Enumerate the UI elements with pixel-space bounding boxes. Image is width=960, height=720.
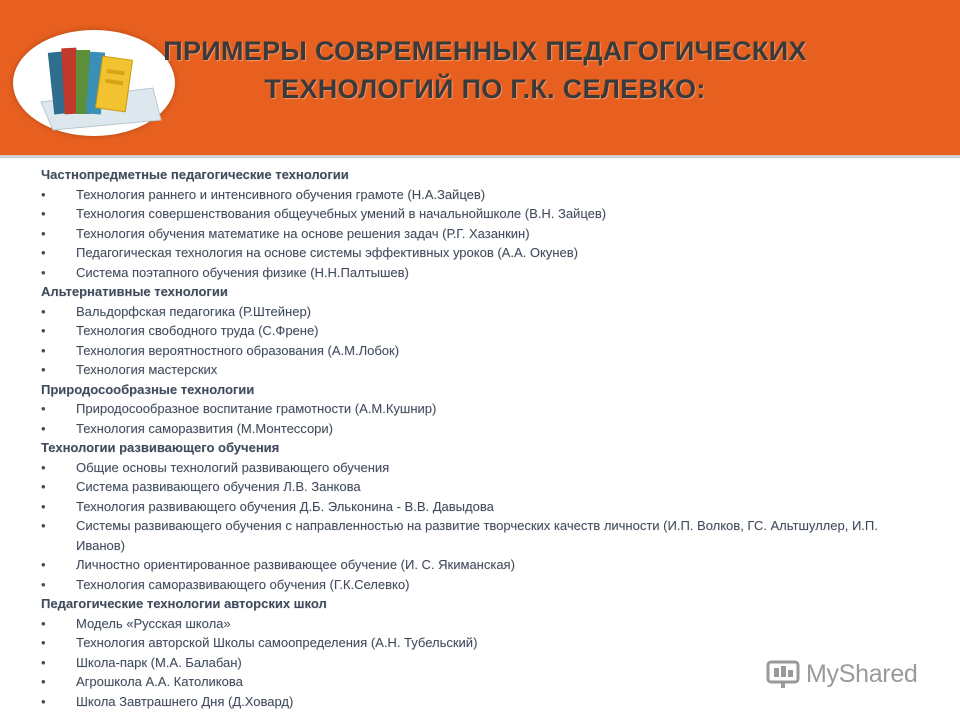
list-item-text: Модель «Русская школа» — [76, 615, 231, 631]
list-item — [41, 555, 921, 575]
section-title: Частнопредметные педагогические технологии — [41, 167, 349, 182]
list-item-text: Технология развивающего обучения Д.Б. Эльконина - В.В. Давыдова — [76, 498, 494, 514]
bullet-icon: • — [41, 362, 46, 377]
list-item — [41, 185, 921, 205]
list-item — [41, 399, 921, 419]
myshared-watermark — [766, 657, 936, 691]
list-item — [41, 419, 921, 439]
list-item-text: Технология саморазвития (М.Монтессори) — [76, 420, 333, 436]
list-item-text: Система поэтапного обучения физике (Н.Н.Палтышев) — [76, 264, 409, 280]
section-title: Альтернативные технологии — [41, 284, 228, 299]
section-title: Природосообразные технологии — [41, 381, 255, 397]
slide-title: ПРИМЕРЫ СОВРЕМЕННЫХ ПЕДАГОГИЧЕСКИХ ТЕХНОЛОГИЙ ПО Г.К. СЕЛЕВКО: — [163, 36, 807, 104]
bullet-icon: • — [41, 674, 46, 689]
bullet-icon: • — [41, 654, 46, 670]
list-item-text: Система развивающего обучения Л.В. Занкова — [76, 479, 361, 494]
list-item-text: Личностно ориентированное развивающее обучение (И. С. Якиманская) — [76, 557, 515, 572]
list-item — [41, 692, 921, 712]
list-item — [41, 633, 921, 653]
list-item — [41, 614, 921, 634]
list-item-text: Общие основы технологий развивающего обучения — [76, 459, 390, 475]
bullet-icon: • — [41, 245, 46, 260]
books-logo — [13, 30, 175, 136]
list-item-text: Технология раннего и интенсивного обучения грамоте (Н.А.Зайцев) — [76, 186, 486, 202]
list-item — [41, 477, 921, 497]
bullet-icon: • — [41, 186, 46, 202]
bullet-icon: • — [41, 693, 46, 709]
bullet-icon: • — [41, 264, 46, 280]
bullet-icon: • — [41, 498, 46, 514]
technologies-list — [41, 165, 921, 711]
list-item — [41, 321, 921, 341]
list-item-text: Агрошкола А.А. Католикова — [76, 674, 243, 689]
presentation-icon — [766, 659, 800, 689]
list-item — [41, 243, 921, 263]
list-item — [41, 360, 921, 380]
bullet-icon: • — [41, 518, 46, 533]
list-item — [41, 458, 921, 478]
list-item-text: Технология совершенствования общеучебных умений в начальнойшколе (В.Н. Зайцев) — [76, 206, 607, 221]
list-item — [41, 516, 921, 555]
list-item-text: Технология мастерских — [76, 362, 218, 377]
bullet-icon: • — [41, 303, 46, 319]
bullet-icon: • — [41, 615, 46, 631]
list-item-text: Школа Завтрашнего Дня (Д.Ховард) — [76, 693, 294, 709]
list-item-text: Технология саморазвивающего обучения (Г.К.Селевко) — [76, 576, 410, 592]
bullet-icon: • — [41, 635, 46, 650]
bullet-icon: • — [41, 557, 46, 572]
banner-divider — [0, 155, 960, 158]
list-item-text: Природосообразное воспитание грамотности (А.М.Кушнир) — [76, 401, 437, 416]
bullet-icon: • — [41, 323, 46, 338]
bullet-icon: • — [41, 420, 46, 436]
list-item-text: Технология обучения математике на основе решения задач (Р.Г. Хазанкин) — [76, 225, 530, 241]
section-title: Технологии развивающего обучения — [41, 440, 280, 455]
list-item-text: Школа-парк (М.А. Балабан) — [76, 654, 242, 670]
watermark-text: MyShared — [806, 659, 918, 688]
bullet-icon: • — [41, 576, 46, 592]
list-item — [41, 302, 921, 322]
list-item-text: Системы развивающего обучения с направленностью на развитие творческих качеств личности (И.П. Волков, ГС. Альтшуллер, И.П. Иванов) — [76, 518, 878, 553]
bullet-icon: • — [41, 479, 46, 494]
bullet-icon: • — [41, 459, 46, 475]
books-icon — [13, 30, 175, 136]
bullet-icon: • — [41, 225, 46, 241]
list-item — [41, 224, 921, 244]
bullet-icon: • — [41, 401, 46, 416]
list-item — [41, 204, 921, 224]
bullet-icon: • — [41, 206, 46, 221]
list-item-text: Педагогическая технология на основе системы эффективных уроков (А.А. Окунев) — [76, 245, 578, 260]
list-item-text: Технология свободного труда (С.Френе) — [76, 323, 319, 338]
list-item-text: Вальдорфская педагогика (Р.Штейнер) — [76, 303, 311, 319]
bullet-icon: • — [41, 342, 46, 358]
list-item — [41, 575, 921, 595]
list-item — [41, 497, 921, 517]
list-item — [41, 341, 921, 361]
list-item-text: Технология авторской Школы самоопределения (А.Н. Тубельский) — [76, 635, 478, 650]
list-item-text: Технология вероятностного образования (А.М.Лобок) — [76, 342, 400, 358]
section-title: Педагогические технологии авторских школ — [41, 596, 327, 611]
list-item — [41, 263, 921, 283]
